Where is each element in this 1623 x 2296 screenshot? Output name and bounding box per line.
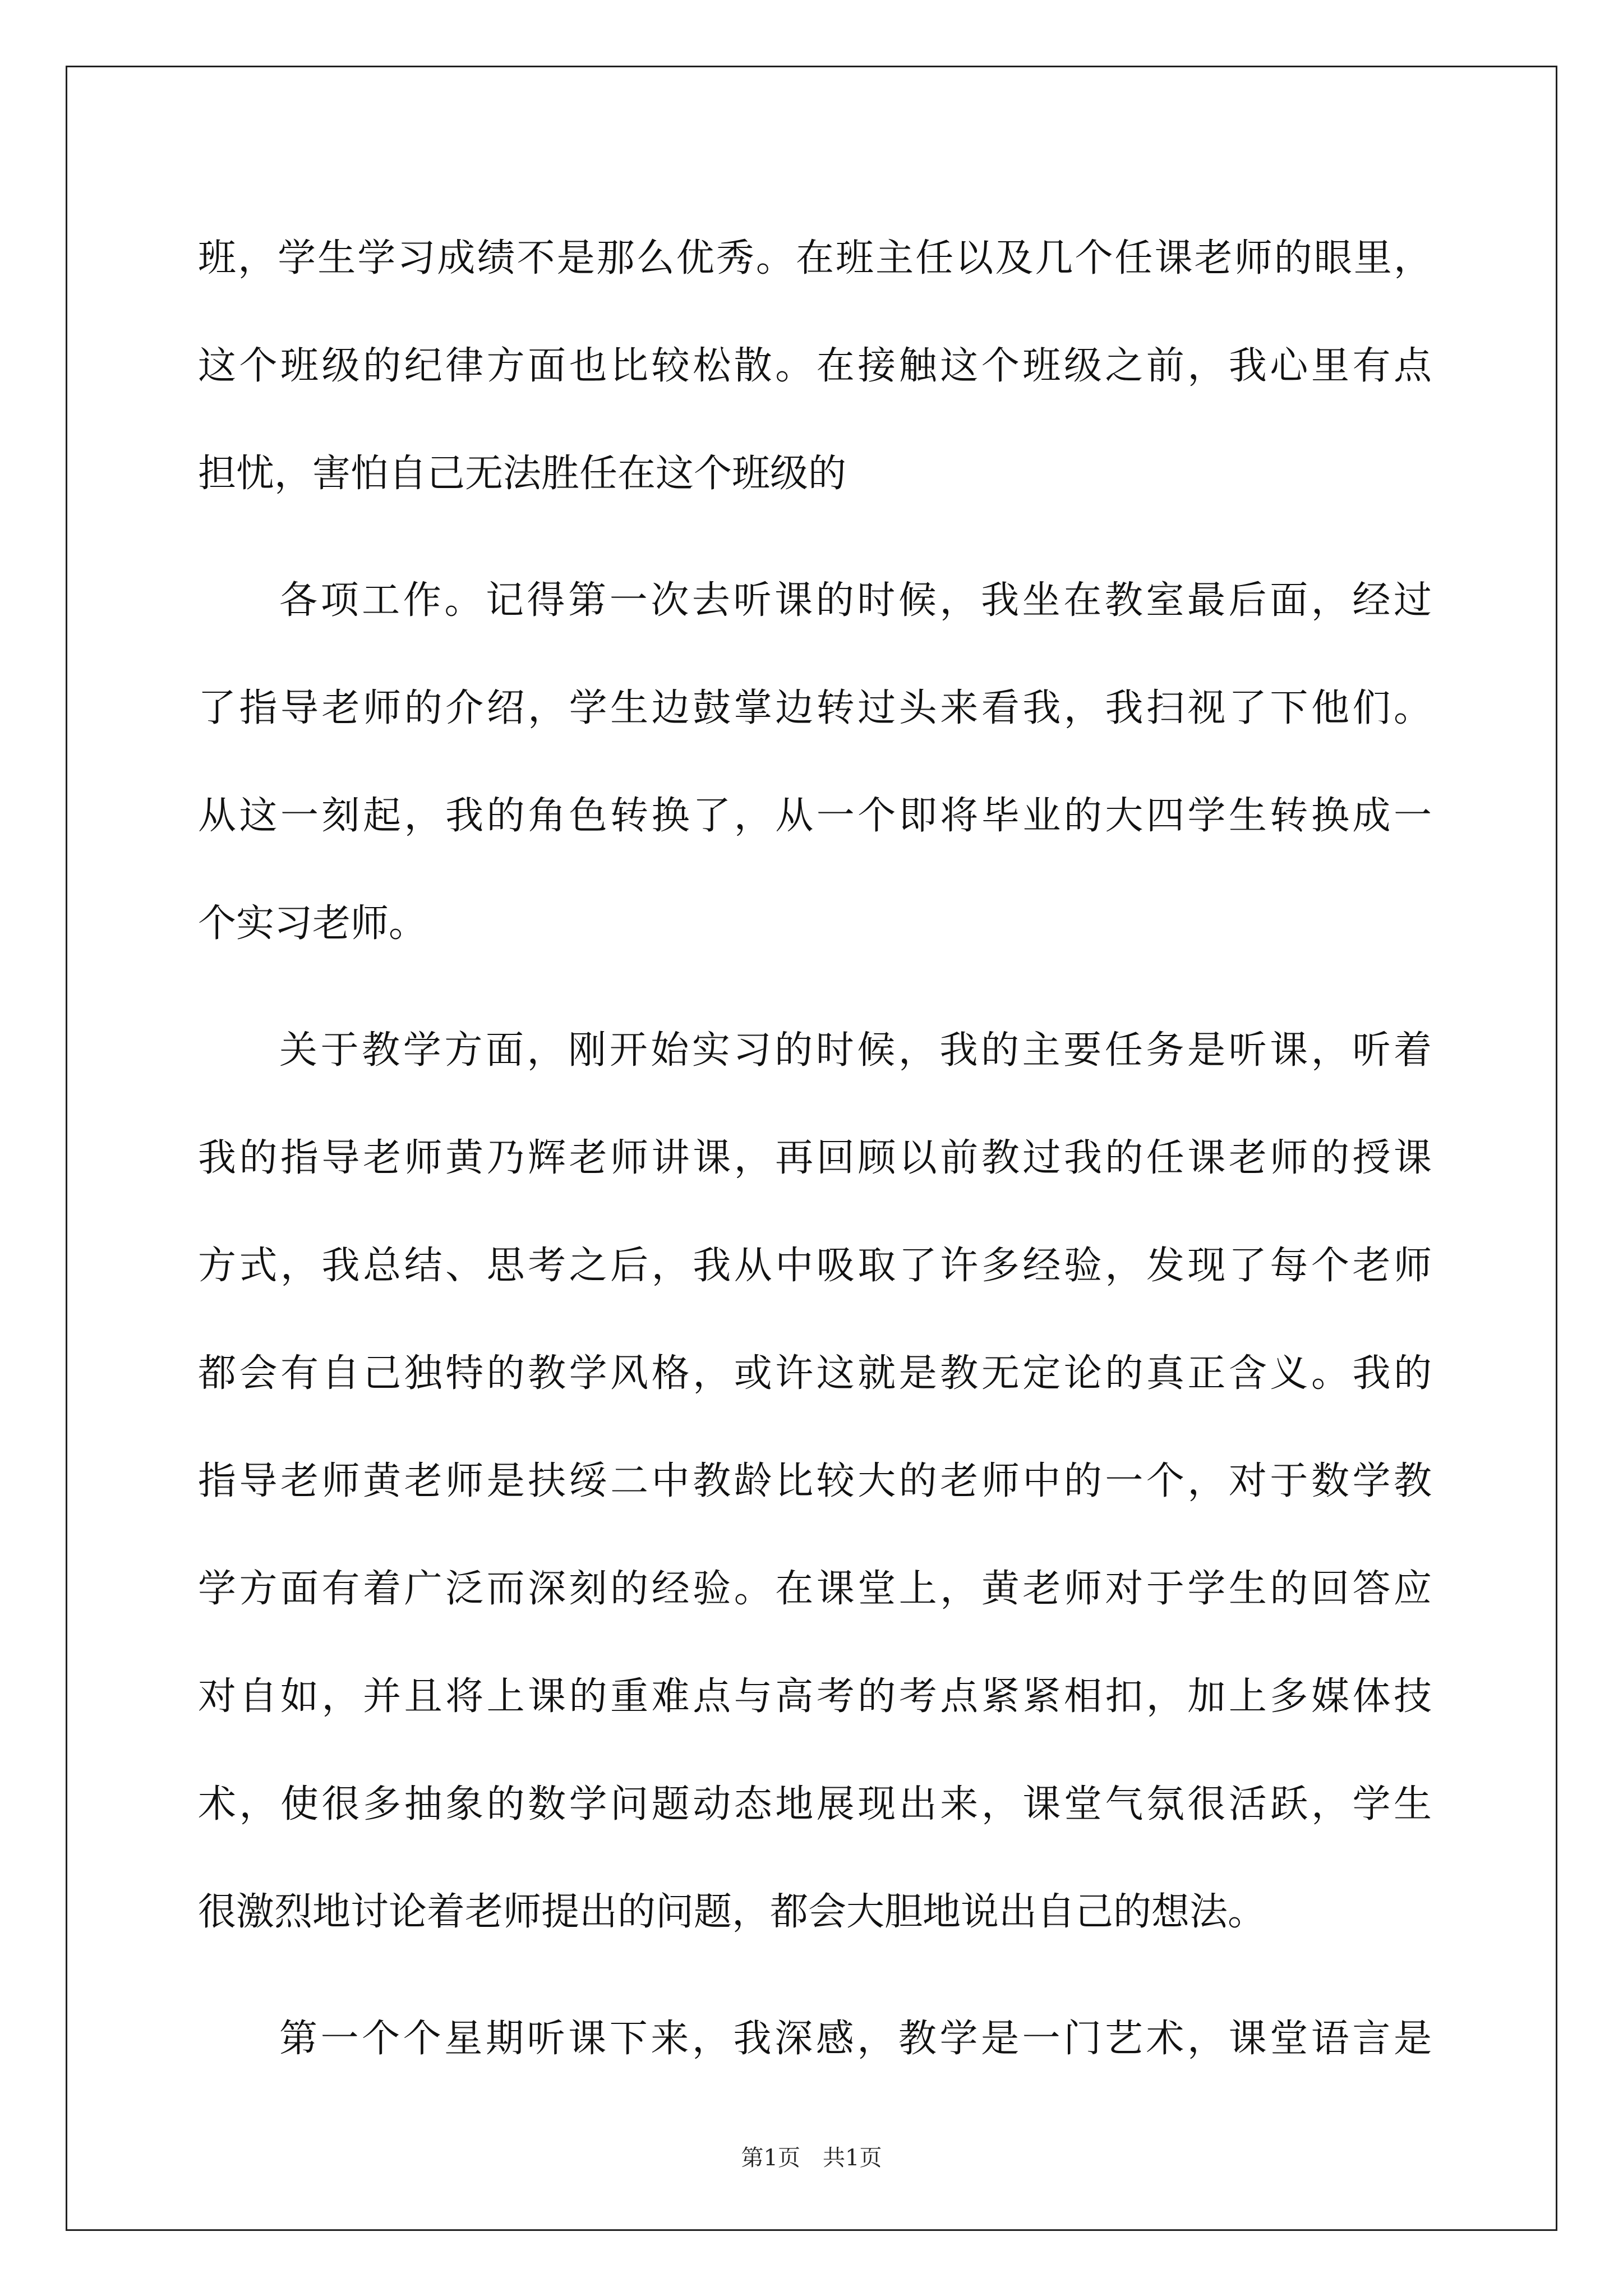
text-line: 学方面有着广泛而深刻的经验。在课堂上，黄老师对于学生的回答应 bbox=[198, 1567, 1432, 1611]
text-line: 对自如，并且将上课的重难点与高考的考点紧紧相扣，加上多媒体技 bbox=[198, 1674, 1432, 1719]
text-line: 术，使很多抽象的数学问题动态地展现出来，课堂气氛很活跃，学生 bbox=[198, 1782, 1432, 1826]
text-line: 从这一刻起，我的角色转换了，从一个即将毕业的大四学生转换成一 bbox=[198, 794, 1432, 838]
text-line: 很激烈地讨论着老师提出的问题，都会大胆地说出自己的想法。 bbox=[198, 1890, 1266, 1934]
paragraph bbox=[198, 547, 1432, 978]
paragraph bbox=[198, 1985, 1432, 2093]
text-line: 指导老师黄老师是扶绥二中教龄比较大的老师中的一个，对于数学教 bbox=[198, 1459, 1432, 1503]
text-line: 各项工作。记得第一次去听课的时候，我坐在教室最后面，经过 bbox=[279, 578, 1432, 623]
text-line: 我的指导老师黄乃辉老师讲课，再回顾以前教过我的任课老师的授课 bbox=[198, 1136, 1432, 1180]
document-body bbox=[198, 205, 1432, 2093]
paragraph bbox=[198, 997, 1432, 1966]
text-line: 个实习老师。 bbox=[198, 901, 427, 946]
paragraph bbox=[198, 205, 1432, 528]
text-line: 班，学生学习成绩不是那么优秀。在班主任以及几个任课老师的眼里， bbox=[198, 236, 1432, 280]
text-line: 都会有自己独特的教学风格，或许这就是教无定论的真正含义。我的 bbox=[198, 1351, 1432, 1396]
text-line: 第一个个星期听课下来，我深感，教学是一门艺术，课堂语言是 bbox=[279, 2017, 1432, 2061]
text-line: 关于教学方面，刚开始实习的时候，我的主要任务是听课，听着 bbox=[279, 1028, 1432, 1073]
text-line: 担忧，害怕自己无法胜任在这个班级的 bbox=[198, 452, 847, 496]
page-number-footer: 第1页 共1页 bbox=[741, 2145, 882, 2171]
text-line: 了指导老师的介绍，学生边鼓掌边转过头来看我，我扫视了下他们。 bbox=[198, 686, 1432, 730]
text-line: 方式，我总结、思考之后，我从中吸取了许多经验，发现了每个老师 bbox=[198, 1244, 1432, 1288]
text-line: 这个班级的纪律方面也比较松散。在接触这个班级之前，我心里有点 bbox=[198, 344, 1432, 388]
